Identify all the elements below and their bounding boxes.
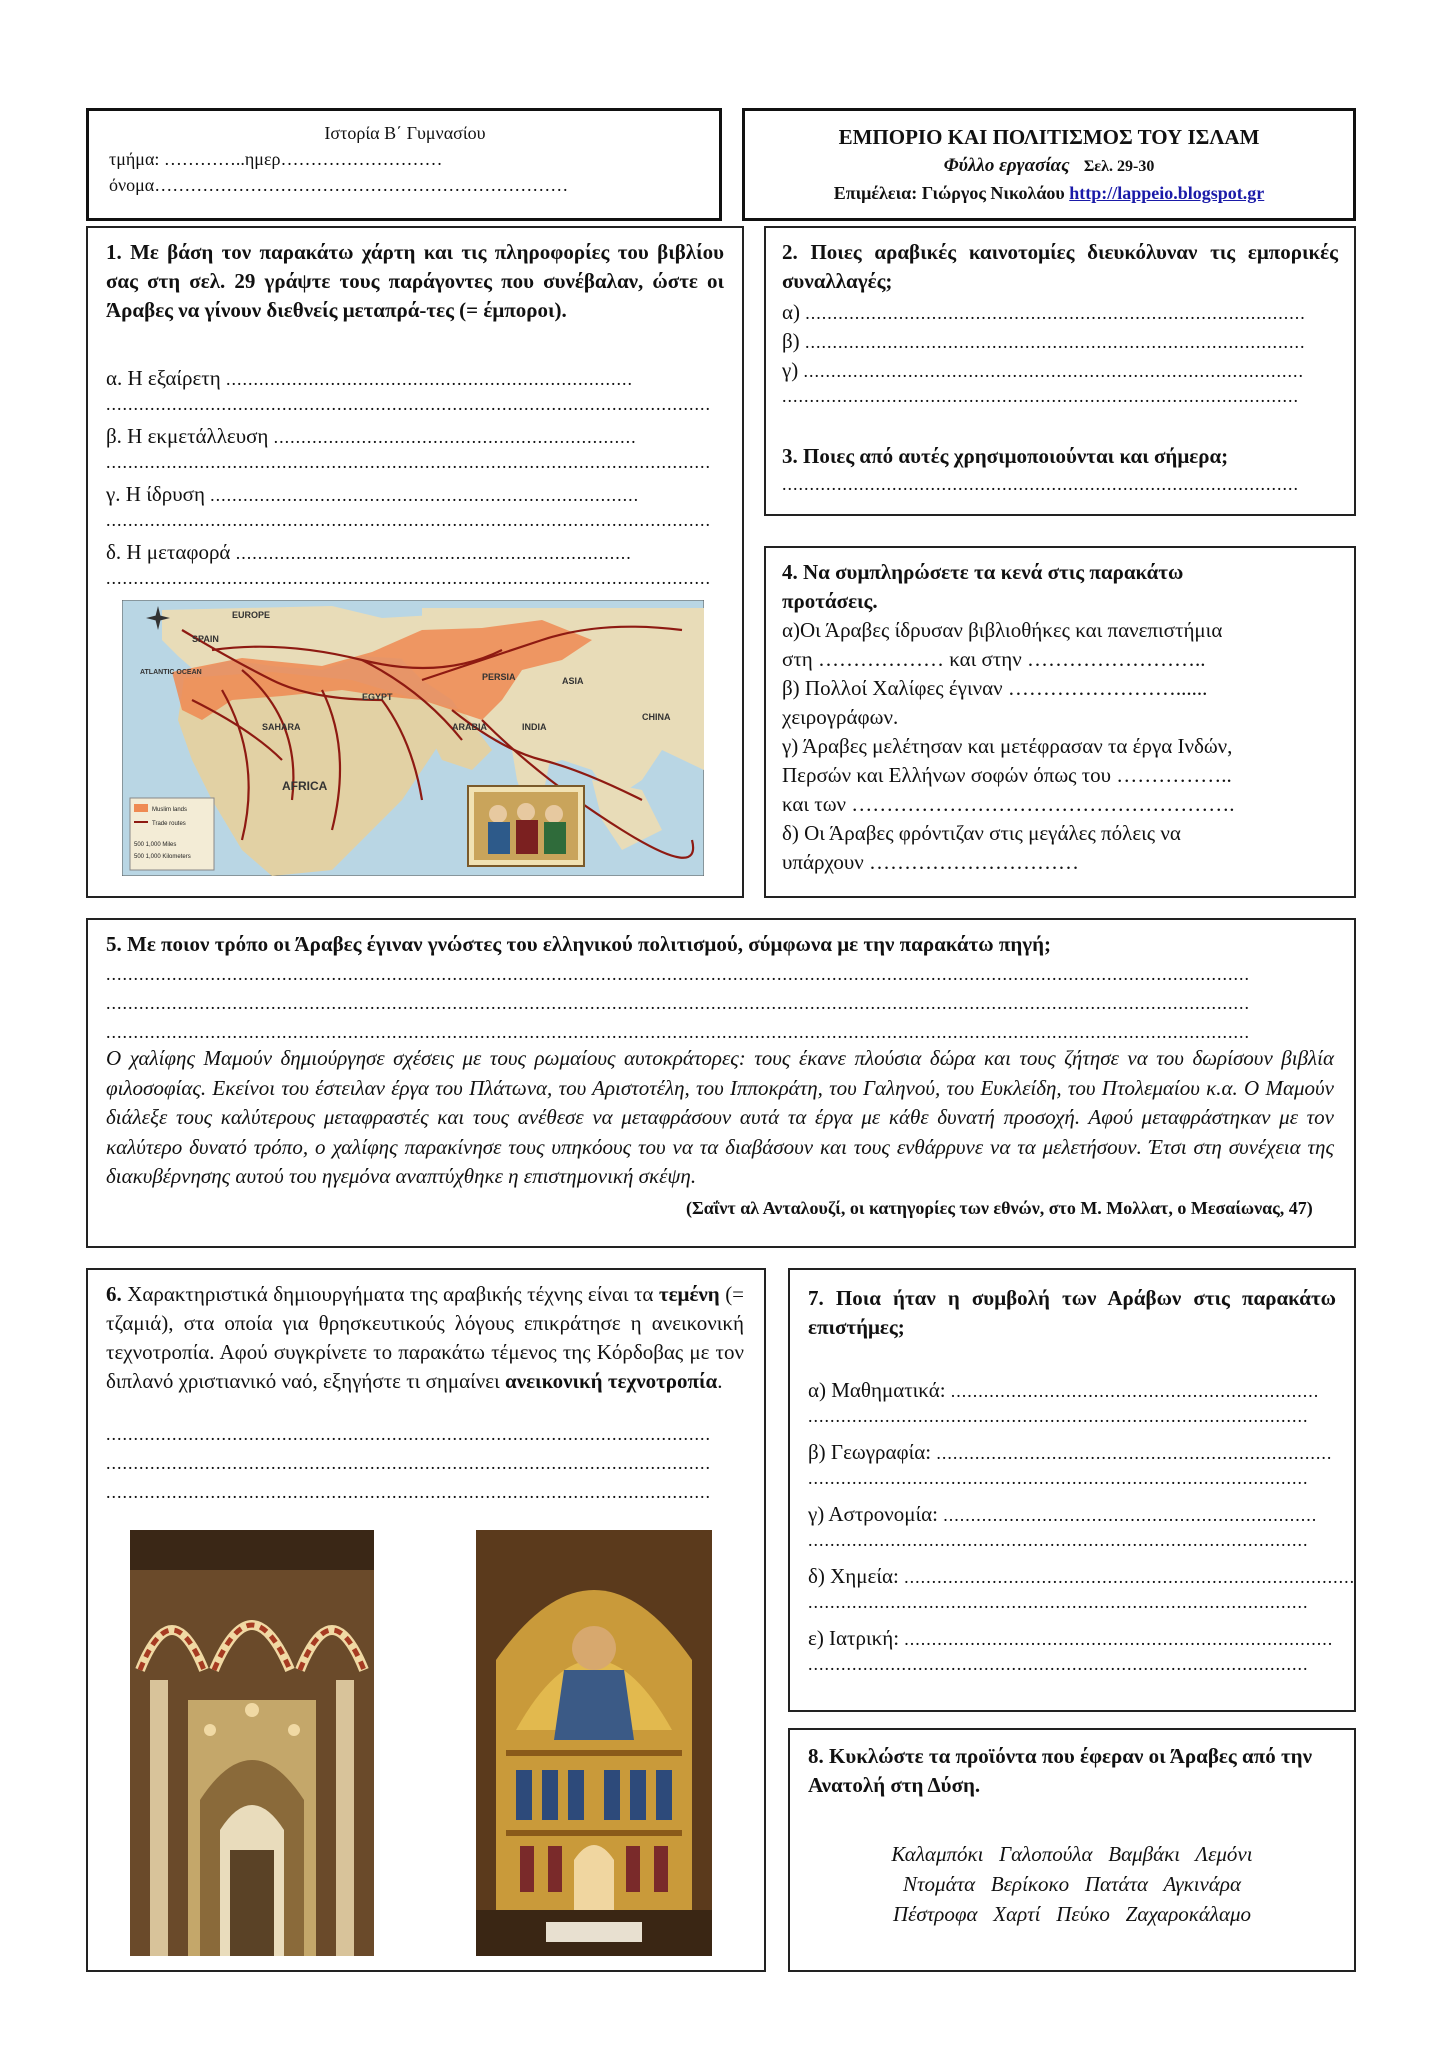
q5-source-text: Ο χαλίφης Μαμούν δημιούργησε σχέσεις με τους ρωμαίους αυτοκράτορες: τους έκανε πλούσια δώρα και τους ζήτησε να του δωρίσουν βιβλία φιλοσοφίας. Εκείνοι του έστειλαν έργα του Πλάτωνα, του Αριστοτέλη, του Ιπποκράτη, του Γαληνού, του Ευκλείδη, του Πτολεμαίου κ.α. Ο Μαμούν διάλεξε τους καλύτερους μεταφραστές και τους ανέθεσε να μεταφράσουν αυτά τα έργα με κάθε δυνατή προσοχή. Αφού μεταφράστηκαν με τον καλύτερο δυνατό τρόπο, ο χαλίφης παρακίνησε τους υπηκόους του να τα διαβάσουν και τους ενθάρρυνε να τα μελετήσουν. Έτσι στη συνέχεια της διακυβέρνησης αυτού του ηγεμόνα αναπτύχθηκε η επιστημονική σκέψη.	[106, 1046, 1334, 1188]
blog-link[interactable]: http://lappeio.blogspot.gr	[1069, 183, 1265, 203]
q7-answer-chemistry[interactable]: δ) Χημεία: ..................................................................................	[808, 1564, 1356, 1588]
christian-church-image	[476, 1530, 712, 1956]
map-label-persia: PERSIA	[482, 672, 516, 682]
q6-bold-aniconic: ανεικονική τεχνοτροπία	[504, 1369, 718, 1393]
q5-answer-line[interactable]: ................................................................................................................................................................................................................	[106, 1022, 1250, 1042]
pages-label: Σελ. 29-30	[1083, 158, 1155, 175]
q2-answer-line[interactable]: ..............................................................................................	[782, 386, 1299, 406]
map-label-china: CHINA	[642, 712, 671, 722]
q6-bold-temples: τεμένη	[658, 1282, 720, 1306]
page-title: ΕΜΠΟΡΙΟ ΚΑΙ ΠΟΛΙΤΙΣΜΟΣ ΤΟΥ ΙΣΛΑΜ	[838, 125, 1260, 149]
q2-answer-a[interactable]: α) ...........................................................................................	[782, 300, 1306, 324]
q6-answer-line[interactable]: ..............................................................................................................	[106, 1424, 711, 1444]
q4-line-2[interactable]: στη ……………… και στην ……………………..	[782, 647, 1206, 671]
question-5-text: 5. Με ποιον τρόπο οι Άραβες έγιναν γνώστες του ελληνικού πολιτισμού, σύμφωνα με την παρακάτω πηγή;	[106, 932, 1052, 956]
map-label-india: INDIA	[522, 722, 547, 732]
worksheet-label: Φύλλο εργασίας	[943, 155, 1070, 176]
class-date-field[interactable]: τμήμα: …………..ημερ………………………	[109, 149, 443, 169]
q7-answer-math[interactable]: α) Μαθηματικά: ...................................................................	[808, 1378, 1320, 1402]
q6-answer-line[interactable]: ..............................................................................................................	[106, 1453, 711, 1473]
legend-scale-km: 500 1,000 Kilometers	[134, 854, 191, 860]
question-7-text: 7. Ποια ήταν η συμβολή των Αράβων στις παρακάτω επιστήμες;	[808, 1286, 1336, 1339]
name-field[interactable]: όνομα……………………………………………………………	[109, 175, 569, 195]
q4-line-3[interactable]: β) Πολλοί Χαλίφες έγιναν ……………………......	[782, 676, 1208, 700]
header-student-info	[86, 108, 722, 221]
question-7-box	[788, 1268, 1356, 1712]
q1-answer-line[interactable]: ..............................................................................................................	[106, 394, 711, 414]
question-2-3-box	[764, 226, 1356, 516]
question-6-box	[86, 1268, 766, 1972]
q7-answer-geography[interactable]: β) Γεωγραφία: ........................................................................	[808, 1440, 1333, 1464]
legend-muslim-lands: Muslim lands	[152, 807, 188, 813]
q4-line-7[interactable]: και των ……………………………………………….	[782, 792, 1235, 816]
map-label-atlantic: ATLANTIC OCEAN	[140, 669, 202, 676]
question-4-box	[764, 546, 1356, 898]
q1-answer-line[interactable]: ..............................................................................................................	[106, 452, 711, 472]
q2-answer-b[interactable]: β) ...........................................................................................	[782, 329, 1306, 353]
products-row-3[interactable]: Πέστροφα Χαρτί Πεύκο Ζαχαροκάλαμο	[892, 1902, 1252, 1926]
map-label-sahara: SAHARA	[262, 722, 301, 732]
legend-trade-routes: Trade routes	[152, 821, 186, 827]
legend-scale-miles: 500 1,000 Miles	[134, 842, 177, 848]
q4-line-6[interactable]: Περσών και Ελλήνων σοφών όπως του ……………..	[782, 763, 1232, 787]
q7-answer-line[interactable]: ...........................................................................................	[808, 1530, 1309, 1550]
header-title-box	[742, 108, 1356, 221]
q7-answer-line[interactable]: ...........................................................................................	[808, 1406, 1309, 1426]
question-8-text: 8. Κυκλώστε τα προϊόντα που έφεραν οι Άραβες από την Ανατολή στη Δύση.	[808, 1744, 1312, 1797]
products-row-1[interactable]: Καλαμπόκι Γαλοπούλα Βαμβάκι Λεμόνι	[891, 1842, 1253, 1866]
map-label-arabia: ARABIA	[452, 722, 487, 732]
q5-citation: (Σαΐντ αλ Ανταλουζί, οι κατηγορίες των εθνών, στο Μ. Μολλατ, ο Μεσαίωνας, 47)	[686, 1198, 1313, 1218]
q7-answer-line[interactable]: ...........................................................................................	[808, 1592, 1309, 1612]
question-2-text: 2. Ποιες αραβικές καινοτομίες διευκόλυναν τις εμπορικές συναλλαγές;	[782, 240, 1338, 293]
q4-line-9[interactable]: υπάρχουν …………………………	[782, 850, 1079, 874]
q1-answer-b[interactable]: β. Η εκμετάλλευση ..................................................................	[106, 424, 637, 448]
subject-label: Ιστορία Β΄ Γυμνασίου	[324, 123, 486, 143]
q7-answer-line[interactable]: ...........................................................................................	[808, 1468, 1309, 1488]
q5-answer-line[interactable]: ................................................................................................................................................................................................................	[106, 993, 1250, 1013]
q6-answer-line[interactable]: ..............................................................................................................	[106, 1482, 711, 1502]
question-1-box	[86, 226, 744, 898]
map-label-africa: AFRICA	[282, 779, 328, 793]
products-row-2[interactable]: Ντομάτα Βερίκοκο Πατάτα Αγκινάρα	[903, 1872, 1241, 1896]
q7-answer-line[interactable]: ...........................................................................................	[808, 1654, 1309, 1674]
editor-line	[745, 183, 1353, 204]
q1-answer-c[interactable]: γ. Η ίδρυση ..............................................................................	[106, 482, 640, 506]
question-5-box	[86, 918, 1356, 1248]
q1-answer-a[interactable]: α. Η εξαίρετη ..........................................................................	[106, 366, 633, 390]
map-label-asia: ASIA	[562, 676, 584, 686]
q4-line-4: χειρογράφων.	[782, 705, 899, 729]
manuscript-inset-image	[468, 786, 584, 866]
question-1-text: 1. Με βάση τον παρακάτω χάρτη και τις πληροφορίες του βιβλίου σας στη σελ. 29 γράψτε τους παράγοντες που συνέβαλαν, ώστε οι Άραβες να γίνουν διεθνείς μεταπρά-τες (= έμποροι).	[106, 240, 724, 322]
map-label-europe: EUROPE	[232, 610, 271, 620]
worksheet-line	[745, 155, 1353, 177]
q7-answer-medicine[interactable]: ε) Ιατρική: ..............................................................................	[808, 1626, 1334, 1650]
q4-line-8: δ) Οι Άραβες φρόντιζαν στις μεγάλες πόλεις να	[782, 821, 1181, 845]
q1-answer-d[interactable]: δ. Η μεταφορά ........................................................................	[106, 540, 632, 564]
map-label-egypt: EGYPT	[362, 692, 393, 702]
cordoba-mosque-image	[130, 1530, 374, 1956]
editor-label: Επιμέλεια: Γιώργος Νικολάου	[833, 183, 1065, 203]
q2-answer-c[interactable]: γ) ...........................................................................................	[782, 358, 1305, 382]
q1-answer-line[interactable]: ..............................................................................................................	[106, 510, 711, 530]
question-8-box	[788, 1728, 1356, 1972]
question-6-text: 6. Χαρακτηριστικά δημιουργήματα της αραβικής τέχνης είναι τα τεμένη (= τζαμιά), στα οποία για θρησκευτικούς λόγους επικράτησε η ανεικονική τεχνοτροπία. Αφού συγκρίνετε το παρακάτω τέμενος της Κόρδοβας με τον διπλανό χριστιανικό ναό, εξηγήστε τι σημαίνει ανεικονική τεχνοτροπία.	[106, 1282, 745, 1393]
q3-answer-line[interactable]: ..............................................................................................	[782, 474, 1299, 494]
trade-routes-map	[122, 600, 704, 876]
q4-line-1: α)Οι Άραβες ίδρυσαν βιβλιοθήκες και πανεπιστήμια	[782, 618, 1223, 642]
map-legend	[130, 798, 214, 870]
map-label-spain: SPAIN	[192, 634, 219, 644]
q4-line-5: γ) Άραβες μελέτησαν και μετέφρασαν τα έργα Ινδών,	[782, 734, 1233, 758]
question-3-text: 3. Ποιες από αυτές χρησιμοποιούνται και σήμερα;	[782, 444, 1229, 468]
question-4-text: 4. Να συμπληρώσετε τα κενά στις παρακάτω προτάσεις.	[782, 560, 1184, 613]
q5-answer-line[interactable]: ................................................................................................................................................................................................................	[106, 964, 1250, 984]
q7-answer-astronomy[interactable]: γ) Αστρονομία: ....................................................................	[808, 1502, 1318, 1526]
q1-answer-line[interactable]: ..............................................................................................................	[106, 568, 711, 588]
